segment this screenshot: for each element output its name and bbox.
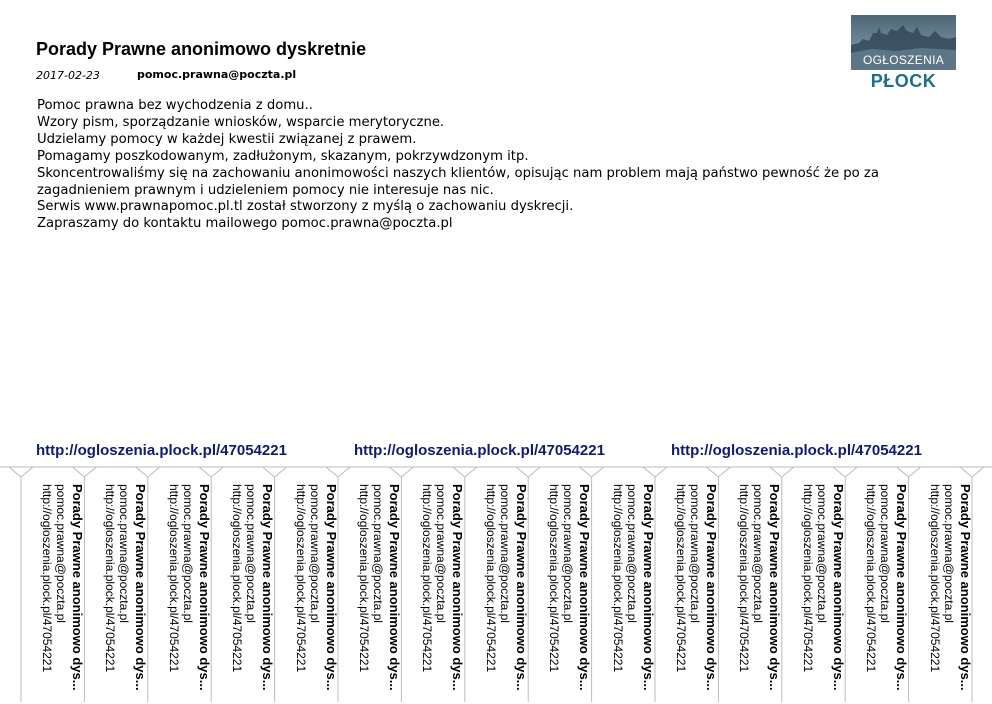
logo-line-1: OGŁOSZENIA	[862, 53, 945, 67]
tear-strip-content	[338, 484, 402, 704]
tear-strip-email: pomoc.prawna@poczta.pl	[117, 484, 132, 623]
tear-strip-title: Porady Prawne anonimowo dys...	[577, 484, 593, 691]
tear-strip[interactable]	[21, 484, 85, 704]
tear-strip[interactable]	[528, 484, 592, 704]
tear-strip-url: http://ogloszenia.plock.pl/47054221	[547, 484, 562, 673]
tear-strip-content	[592, 484, 656, 704]
tear-strip-url: http://ogloszenia.plock.pl/47054221	[103, 484, 118, 673]
tear-strip-content	[148, 484, 212, 704]
description-line: Udzielamy pomocy w każdej kwestii związanej z prawem.	[37, 131, 417, 147]
tear-strip-title: Porady Prawne anonimowo dys...	[830, 484, 846, 691]
tear-strip-title: Porady Prawne anonimowo dys...	[323, 484, 339, 691]
tear-strip-email: pomoc.prawna@poczta.pl	[180, 484, 195, 623]
tear-strip-url: http://ogloszenia.plock.pl/47054221	[40, 484, 54, 673]
tear-strip-url: http://ogloszenia.plock.pl/47054221	[166, 484, 181, 673]
tear-strip-email: pomoc.prawna@poczta.pl	[751, 484, 766, 623]
tear-strip-content	[655, 484, 719, 704]
tear-strip[interactable]	[592, 484, 656, 704]
logo-line-2: PŁOCK	[870, 71, 937, 91]
tear-strip-title: Porady Prawne anonimowo dys...	[70, 484, 85, 691]
tear-strip-content	[528, 484, 592, 704]
tear-strip-title: Porady Prawne anonimowo dys...	[640, 484, 656, 691]
tear-strip-title: Porady Prawne anonimowo dys...	[894, 484, 910, 691]
tear-strip-title: Porady Prawne anonimowo dys...	[260, 484, 276, 691]
tear-strip-content	[401, 484, 465, 704]
tear-strip-url: http://ogloszenia.plock.pl/47054221	[927, 484, 942, 673]
listing-date: 2017-02-23	[36, 69, 100, 82]
tear-strip-email: pomoc.prawna@poczta.pl	[878, 484, 893, 623]
tear-strip-content	[21, 484, 85, 704]
tear-strip[interactable]	[718, 484, 782, 704]
tear-strip-url: http://ogloszenia.plock.pl/47054221	[610, 484, 625, 673]
tear-strip-email: pomoc.prawna@poczta.pl	[371, 484, 385, 623]
tear-strip-email: pomoc.prawna@poczta.pl	[307, 484, 322, 623]
tear-strip-content	[718, 484, 782, 704]
listing-title: Porady Prawne anonimowo dyskretnie	[36, 39, 367, 59]
description-line: Serwis www.prawnapomoc.pl.tl został stworzony z myślą o zachowaniu dyskrecji.	[37, 199, 574, 215]
listing-url-link[interactable]: http://ogloszenia.plock.pl/47054221	[36, 442, 287, 459]
tear-strip-email: pomoc.prawna@poczta.pl	[624, 484, 639, 623]
tear-strip-title: Porady Prawne anonimowo dys...	[196, 484, 212, 691]
tear-strip-content	[275, 484, 339, 704]
listing-url-link[interactable]: http://ogloszenia.plock.pl/47054221	[671, 442, 922, 459]
tear-strip[interactable]	[782, 484, 846, 704]
tear-strip[interactable]	[465, 484, 529, 704]
tear-strip[interactable]	[845, 484, 909, 704]
tear-strip[interactable]	[148, 484, 212, 704]
tear-strip-url: http://ogloszenia.plock.pl/47054221	[420, 484, 435, 673]
tear-strip-title: Porady Prawne anonimowo dys...	[513, 484, 529, 691]
ogloszenia-plock-logo[interactable]	[851, 15, 956, 93]
description-line: Pomoc prawna bez wychodzenia z domu..	[37, 98, 313, 113]
tear-strip-title: Porady Prawne anonimowo dys...	[957, 484, 973, 691]
tear-strip-content	[465, 484, 529, 704]
description-line: Pomagamy poszkodowanym, zadłużonym, skazanym, pokrzywdzonym itp.	[37, 148, 529, 164]
tear-strip-email: pomoc.prawna@poczta.pl	[244, 484, 259, 623]
tear-strip-title: Porady Prawne anonimowo dys...	[450, 484, 466, 691]
tear-strip[interactable]	[655, 484, 719, 704]
tear-strip-email: pomoc.prawna@poczta.pl	[814, 484, 829, 623]
tear-strip-content	[211, 484, 275, 704]
tear-strip-content	[782, 484, 846, 704]
description-line: Zapraszamy do kontaktu mailowego pomoc.prawna@poczta.pl	[37, 216, 453, 232]
tear-strip-url: http://ogloszenia.plock.pl/47054221	[293, 484, 308, 673]
tear-strip-email: pomoc.prawna@poczta.pl	[561, 484, 576, 623]
description-line: Wzory pism, sporządzanie wniosków, wsparcie merytoryczne.	[37, 114, 445, 130]
tear-strip-url: http://ogloszenia.plock.pl/47054221	[737, 484, 752, 673]
tear-strip-title: Porady Prawne anonimowo dys...	[704, 484, 719, 691]
listing-url-link[interactable]: http://ogloszenia.plock.pl/47054221	[354, 442, 605, 459]
tear-strip[interactable]	[909, 484, 973, 704]
tear-strip[interactable]	[84, 484, 148, 704]
tear-strip-url: http://ogloszenia.plock.pl/47054221	[357, 484, 371, 673]
tear-strip-title: Porady Prawne anonimowo dys...	[767, 484, 783, 691]
tear-strip-url: http://ogloszenia.plock.pl/47054221	[230, 484, 245, 673]
tear-strip[interactable]	[211, 484, 275, 704]
tear-strip-content	[845, 484, 909, 704]
tear-strip-email: pomoc.prawna@poczta.pl	[941, 484, 956, 623]
tear-strip-url: http://ogloszenia.plock.pl/47054221	[864, 484, 879, 673]
description-line: Skoncentrowaliśmy się na zachowaniu anonimowości naszych klientów, opisując nam problem mają państwo pewność że po za zagadnieniem prawnym i udzieleniem pomocy nie interesuje nas nic.	[37, 165, 879, 198]
tear-strip-email: pomoc.prawna@poczta.pl	[497, 484, 512, 623]
contact-email[interactable]: pomoc.prawna@poczta.pl	[137, 68, 297, 81]
tear-strip-email: pomoc.prawna@poczta.pl	[688, 484, 702, 623]
tear-strip[interactable]	[338, 484, 402, 704]
tear-strip-url: http://ogloszenia.plock.pl/47054221	[674, 484, 688, 673]
tear-strip-email: pomoc.prawna@poczta.pl	[54, 484, 68, 623]
tear-strip-email: pomoc.prawna@poczta.pl	[434, 484, 449, 623]
tear-strip-title: Porady Prawne anonimowo dys...	[387, 484, 402, 691]
listing-description	[37, 98, 962, 233]
tear-strip-url: http://ogloszenia.plock.pl/47054221	[483, 484, 498, 673]
tear-strip[interactable]	[401, 484, 465, 704]
tear-strip-url: http://ogloszenia.plock.pl/47054221	[800, 484, 815, 673]
tear-strip-title: Porady Prawne anonimowo dys...	[133, 484, 149, 691]
tear-strip-content	[909, 484, 973, 704]
tear-strip[interactable]	[275, 484, 339, 704]
tear-strip-content	[84, 484, 148, 704]
